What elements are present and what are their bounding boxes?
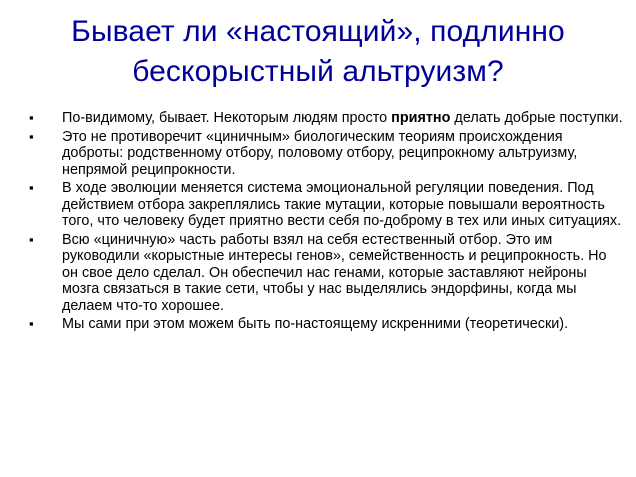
bullet-emphasis: приятно xyxy=(391,110,451,126)
bullet-square-icon: ▪ xyxy=(29,128,34,144)
bullet-list xyxy=(29,110,625,335)
bullet-text: Мы сами при этом можем быть по-настоящему искренними (теоретически). xyxy=(62,316,569,332)
bullet-square-icon: ▪ xyxy=(29,316,34,331)
bullet-item xyxy=(29,180,625,230)
bullet-item xyxy=(29,316,625,333)
bullet-text: В ходе эволюции меняется система эмоциональной регуляции поведения. Под действием отбора закреплялись такие мутации, которые повышали вероятность того, что человеку будет приятно вести себя по-доброму в тех или иных ситуациях. xyxy=(62,180,622,229)
bullet-text: Это не противоречит «циничным» биологическим теориям происхождения доброты: родственному отбору, половому отбору, реципрокному альтруизму, непрямой реципрокности. xyxy=(62,128,578,178)
bullet-square-icon: ▪ xyxy=(29,231,34,247)
slide-title-line-2: бескорыстный альтруизм? xyxy=(132,55,504,88)
bullet-text-part: делать добрые поступки. xyxy=(450,110,623,126)
bullet-text-part: По-видимому, бывает. Некоторым людям просто xyxy=(62,110,392,126)
slide-title-line-1: Бывает ли «настоящий», подлинно xyxy=(71,15,565,48)
bullet-item xyxy=(29,110,625,127)
bullet-text: Всю «циничную» часть работы взял на себя естественный отбор. Это им руководили «корыстные интересы генов», семейственность и реципрокность. Но он свое дело сделал. Он обеспечил нас генами, которые заставляют нейроны мозга связаться в такие сети, чтобы у нас выделялись эндорфины, когда мы делаем что-то хорошее. xyxy=(62,231,607,314)
bullet-square-icon: ▪ xyxy=(29,180,34,195)
slide-title xyxy=(14,12,622,92)
bullet-item xyxy=(29,129,625,179)
bullet-item xyxy=(29,232,625,315)
bullet-square-icon: ▪ xyxy=(29,110,34,125)
